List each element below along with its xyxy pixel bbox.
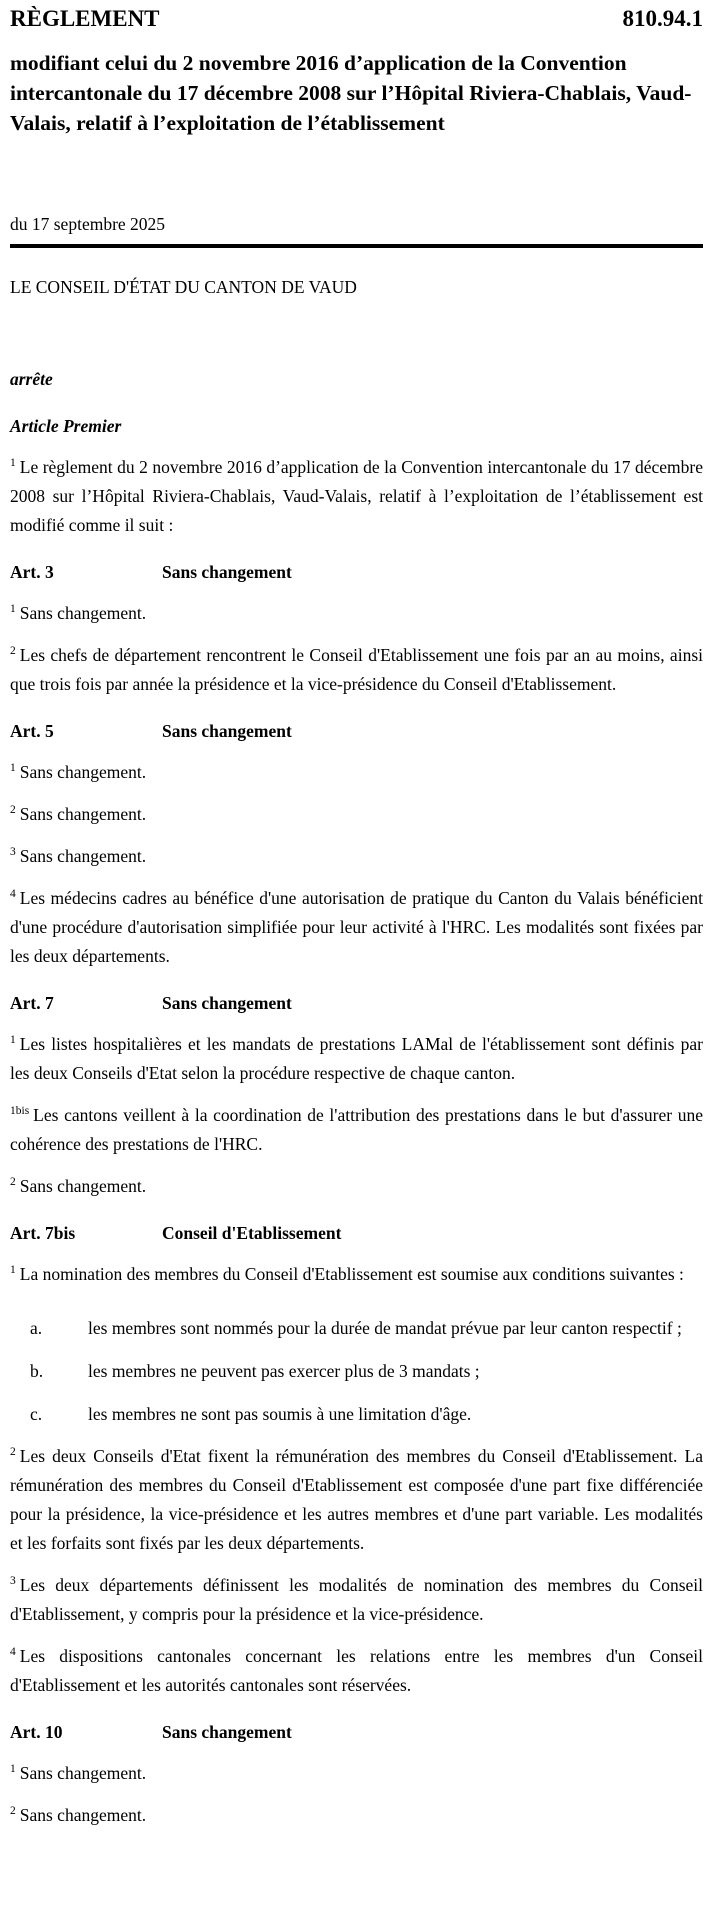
paragraph-number: 1bis [10, 1105, 30, 1118]
separator-rule [10, 244, 703, 248]
article-title: Sans changement [162, 993, 292, 1013]
paragraph-text: Les deux départements définissent les modalités de nomination des membres du Conseil d'Etablissement, y compris pour la présidence et la vice-présidence. [10, 1575, 703, 1624]
paragraph-text: Les médecins cadres au bénéfice d'une autorisation de pratique du Canton du Valais bénéficient d'une procédure d'autorisation simplifiée pour leur activité à l'HRC. Les modalités sont fixées par les deux départements. [10, 888, 703, 966]
article-title: Sans changement [162, 562, 292, 582]
paragraph-number: 2 [10, 645, 16, 658]
paragraph [10, 758, 703, 787]
paragraph-premier [10, 453, 703, 540]
list-item-marker: b. [30, 1361, 44, 1381]
article-label: Art. 7 [10, 993, 54, 1013]
paragraph-text: Sans changement. [19, 1176, 147, 1196]
article-heading-art10 [10, 1721, 703, 1743]
paragraph-text: Sans changement. [19, 804, 147, 824]
paragraph-number: 4 [10, 888, 16, 901]
paragraph-number: 1 [10, 1034, 16, 1047]
paragraph [10, 842, 703, 871]
paragraph [10, 1172, 703, 1201]
doc-reference-number: 810.94.1 [622, 6, 703, 31]
list-item [30, 1357, 703, 1386]
paragraph-text: Les listes hospitalières et les mandats de prestations LAMal de l'établissement sont définis par les deux Conseils d'Etat selon la procédure respective de chaque canton. [10, 1034, 703, 1083]
article-heading-art5 [10, 720, 703, 742]
paragraph-text: Les chefs de département rencontrent le Conseil d'Etablissement une fois par an au moins, ainsi que trois fois par année la présidence et la vice-présidence du Conseil d'Etablissement. [10, 645, 703, 694]
document-header [10, 6, 703, 32]
article-title: Sans changement [162, 721, 292, 741]
paragraph [10, 1442, 703, 1558]
list-item-text: les membres ne peuvent pas exercer plus de 3 mandats ; [88, 1361, 480, 1381]
paragraph-text: Sans changement. [19, 1763, 147, 1783]
paragraph-number: 1 [10, 1264, 16, 1277]
list-item-marker: c. [30, 1404, 43, 1424]
paragraph-text: Les cantons veillent à la coordination de l'attribution des prestations dans le but d'assurer une cohérence des prestations de l'HRC. [10, 1105, 703, 1154]
paragraph-number: 2 [10, 804, 16, 817]
article-label: Art. 10 [10, 1722, 63, 1742]
paragraph-number: 1 [10, 603, 16, 616]
doc-kicker: RÈGLEMENT [10, 6, 160, 31]
paragraph [10, 1101, 703, 1159]
paragraph [10, 1571, 703, 1629]
list-item-marker: a. [30, 1318, 43, 1338]
article-title: Sans changement [162, 1722, 292, 1742]
paragraph-text: Sans changement. [19, 846, 147, 866]
paragraph-text: Sans changement. [19, 762, 147, 782]
paragraph [10, 641, 703, 699]
article-premier-heading: Article Premier [10, 416, 122, 436]
paragraph-text: Le règlement du 2 novembre 2016 d’application de la Convention intercantonale du 17 décembre 2008 sur l’Hôpital Riviera-Chablais, Vaud-Valais, relatif à l’exploitation de l’établissement est modifié comme il suit : [10, 457, 703, 535]
doc-date: du 17 septembre 2025 [10, 214, 166, 234]
paragraph-number: 1 [10, 762, 16, 775]
list-item [30, 1314, 703, 1343]
paragraph-number: 2 [10, 1176, 16, 1189]
paragraph-number: 1 [10, 457, 16, 470]
paragraph-number: 2 [10, 1446, 16, 1459]
paragraph-text: Les deux Conseils d'Etat fixent la rémunération des membres du Conseil d'Etablissement. La rémunération des membres du Conseil d'Etablissement est composée d'une part fixe différenciée pour la présidence, la vice-présidence et les autres membres et d'une part variable. Les modalités et les forfaits sont fixés par les deux départements. [10, 1446, 703, 1553]
paragraph [10, 1030, 703, 1088]
list-item [30, 1400, 703, 1429]
article-label: Art. 7bis [10, 1223, 76, 1243]
paragraph-text: Sans changement. [19, 603, 147, 623]
paragraph-text: La nomination des membres du Conseil d'Etablissement est soumise aux conditions suivantes : [19, 1264, 684, 1284]
paragraph-number: 3 [10, 1575, 16, 1588]
paragraph [10, 1801, 703, 1830]
authority-line: LE CONSEIL D'ÉTAT DU CANTON DE VAUD [10, 277, 357, 297]
list-item-text: les membres sont nommés pour la durée de mandat prévue par leur canton respectif ; [88, 1318, 682, 1338]
paragraph-number: 1 [10, 1763, 16, 1776]
paragraph [10, 599, 703, 628]
paragraph [10, 800, 703, 829]
paragraph-number: 3 [10, 846, 16, 859]
paragraph-text: Les dispositions cantonales concernant les relations entre les membres d'un Conseil d'Etablissement et les autorités cantonales sont réservées. [10, 1646, 703, 1695]
doc-title: modifiant celui du 2 novembre 2016 d’application de la Convention intercantonale du 17 décembre 2008 sur l’Hôpital Riviera-Chablais, Vaud-Valais, relatif à l’exploitation de l’établissement [10, 51, 692, 135]
article-heading-art3 [10, 561, 703, 583]
article-label: Art. 5 [10, 721, 54, 741]
paragraph-number: 2 [10, 1805, 16, 1818]
paragraph [10, 1260, 703, 1289]
paragraph [10, 884, 703, 971]
article-heading-art7bis [10, 1222, 703, 1244]
list-item-text: les membres ne sont pas soumis à une limitation d'âge. [88, 1404, 472, 1424]
paragraph [10, 1759, 703, 1788]
paragraph-number: 4 [10, 1646, 16, 1659]
paragraph [10, 1642, 703, 1700]
paragraph-text: Sans changement. [19, 1805, 147, 1825]
article-label: Art. 3 [10, 562, 54, 582]
article-heading-art7 [10, 992, 703, 1014]
article-title: Conseil d'Etablissement [162, 1223, 342, 1243]
decree-word: arrête [10, 369, 53, 389]
